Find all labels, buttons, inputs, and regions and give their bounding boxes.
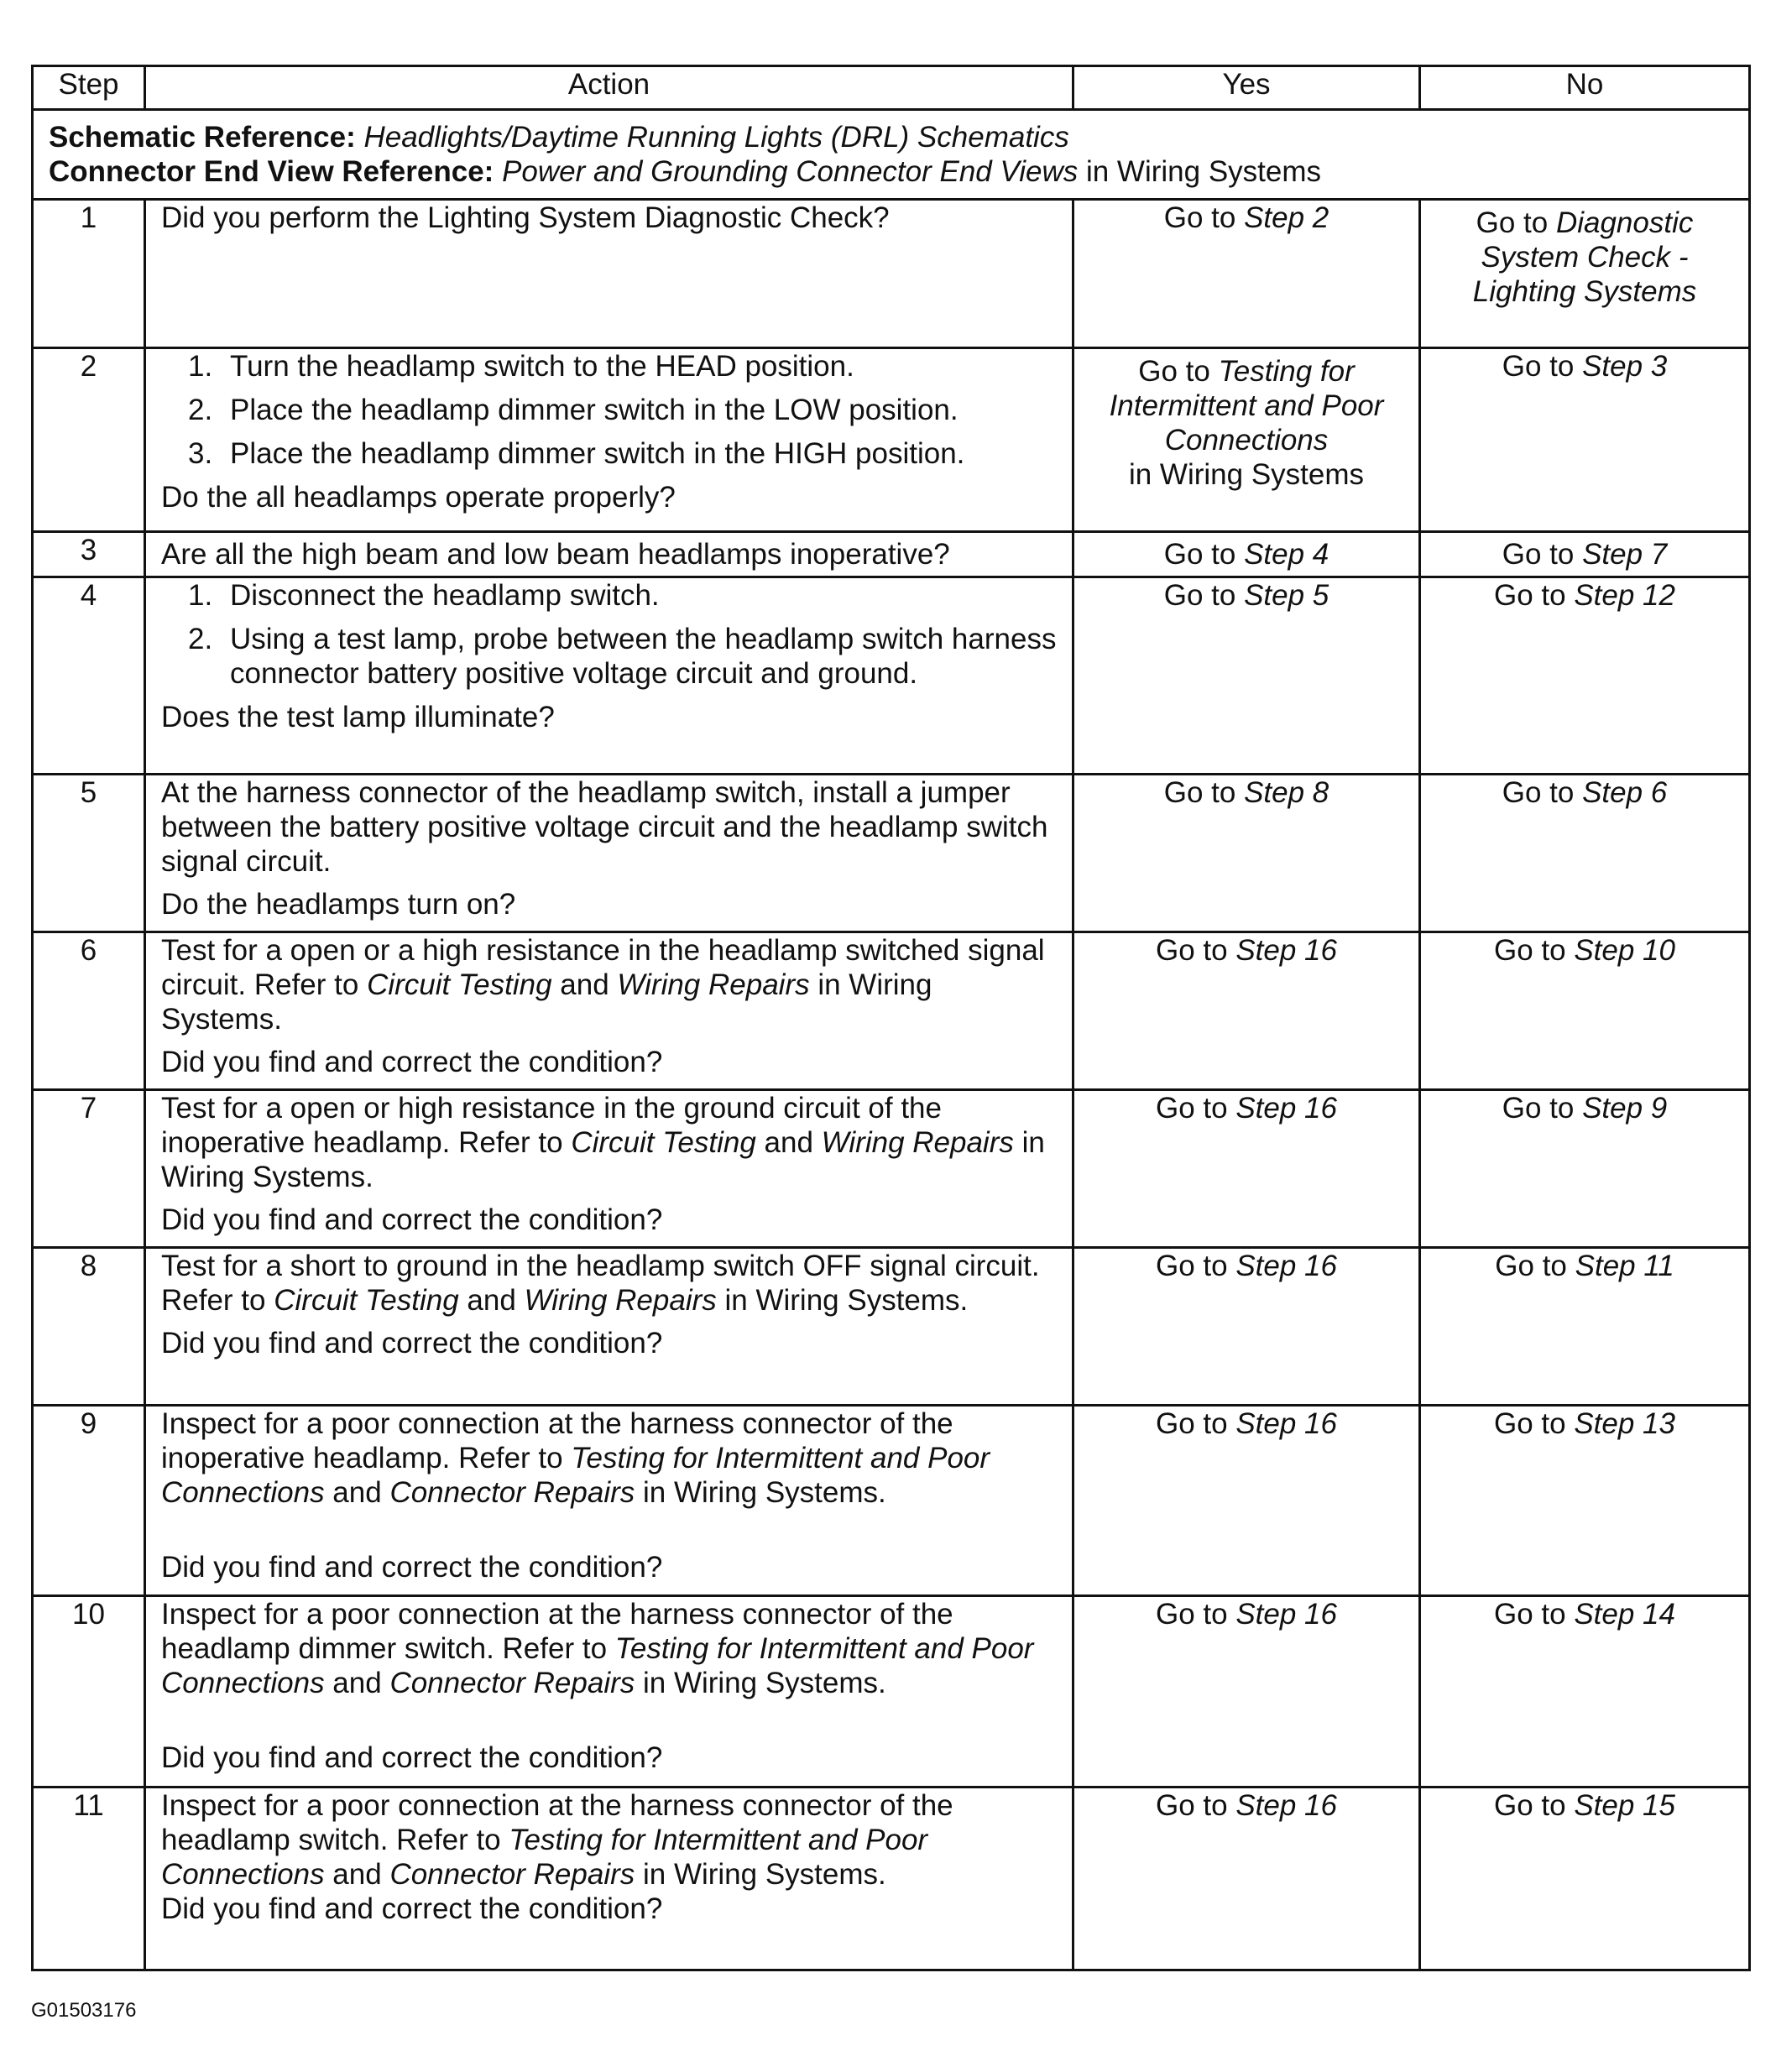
no-prefix: Go to [1494,1407,1575,1440]
substep: 1. Turn the headlamp switch to the HEAD position. [188,350,854,383]
header-step: Step [33,66,145,110]
action-cell [145,1596,1073,1788]
no-cell [1420,348,1750,532]
action-cell [145,200,1073,348]
yes-prefix: Go to [1156,1598,1236,1631]
connector-reference [49,154,1733,189]
reference-link: Circuit Testing [367,968,552,1001]
action-cell [145,1248,1073,1406]
action-text: in Wiring Systems. [635,1476,886,1509]
connector-reference-label: Connector End View Reference: [49,155,494,188]
step-number: 7 [33,1090,145,1248]
action-substeps [161,349,1057,471]
table-row [33,200,1750,348]
step-number: 5 [33,775,145,932]
action-cell [145,532,1073,577]
yes-cell [1073,532,1420,577]
action-cell [145,932,1073,1090]
no-cell [1420,1090,1750,1248]
action-body [161,933,1057,1036]
action-question: Did you find and correct the condition? [161,1892,663,1925]
schematic-reference [49,120,1733,154]
substep: 1. Disconnect the headlamp switch. [188,579,660,612]
reference-link: Testing for Intermittent and Poor Connections [161,1824,928,1891]
step-number: 1 [33,200,145,348]
reference-link: Connector Repairs [389,1476,635,1509]
reference-link: Testing for Intermittent and Poor Connections [161,1442,990,1509]
action-text: Test for a open or a high resistance in the headlamp switched signal circuit. Refer to [161,934,1045,1001]
table-row [33,1788,1750,1970]
yes-step-link: Step 2 [1244,201,1329,234]
schematic-reference-value: Headlights/Daytime Running Lights (DRL) Schematics [363,121,1069,154]
yes-step-link: Step 8 [1244,776,1329,809]
action-cell [145,775,1073,932]
yes-prefix: Go to [1163,776,1245,809]
no-cell [1420,532,1750,577]
diagnostic-table [31,65,1751,1971]
action-cell [145,577,1073,775]
action-text: in Wiring Systems. [161,1126,1045,1193]
step-number: 6 [33,932,145,1090]
header-row [33,66,1750,110]
yes-prefix: Go to [1156,1789,1236,1822]
no-prefix: Go to [1502,1092,1583,1125]
no-cell [1420,577,1750,775]
step-number: 8 [33,1248,145,1406]
yes-step-link: Step 16 [1235,1407,1337,1440]
yes-step-link: Step 16 [1235,934,1337,967]
no-step-link: Diagnostic System Check - Lighting Systems [1472,206,1697,308]
no-prefix: Go to [1502,776,1583,809]
table-row [33,1596,1750,1788]
action-text: Inspect for a poor connection at the harness connector of the inoperative headlamp. Refer to [161,1407,953,1474]
action-question: Did you find and correct the condition? [161,1046,663,1078]
action-question: Did you perform the Lighting System Diagnostic Check? [161,201,890,234]
yes-step-link: Step 16 [1235,1092,1337,1125]
action-question: Does the test lamp illuminate? [161,701,555,733]
no-cell [1420,775,1750,932]
reference-link: Wiring Repairs [821,1126,1014,1159]
table-row [33,1248,1750,1406]
reference-link: Connector Repairs [389,1858,635,1891]
no-cell [1420,932,1750,1090]
substep-text: Place the headlamp dimmer switch in the HIGH position. [230,437,965,470]
substep-text: Place the headlamp dimmer switch in the LOW position. [230,394,959,426]
yes-cell [1073,1406,1420,1596]
yes-step-link: Testing for Intermittent and Poor Connections [1109,355,1384,457]
no-prefix: Go to [1494,579,1575,612]
step-number: 4 [33,577,145,775]
header-no: No [1420,66,1750,110]
reference-link: Circuit Testing [274,1284,459,1317]
no-step-link: Step 9 [1582,1092,1668,1125]
action-body [161,1091,1057,1194]
no-step-link: Step 14 [1574,1598,1675,1631]
no-prefix: Go to [1502,350,1583,383]
action-body [161,1407,1057,1510]
action-text: in Wiring Systems. [161,968,932,1036]
substep-text: Disconnect the headlamp switch. [230,579,660,612]
action-text: and [551,968,618,1001]
no-step-link: Step 3 [1582,350,1668,383]
yes-prefix: Go to [1138,355,1219,388]
action-text: Inspect for a poor connection at the harness connector of the headlamp dimmer switch. Refer to [161,1598,953,1665]
yes-step-link: Step 16 [1235,1598,1337,1631]
action-question: Did you find and correct the condition? [161,1741,663,1774]
connector-reference-value: Power and Grounding Connector End Views [502,155,1079,188]
substep: 2. Using a test lamp, probe between the headlamp switch harness connector battery positive voltage circuit and ground. [188,623,1057,690]
yes-prefix: Go to [1156,1407,1236,1440]
yes-cell [1073,1788,1420,1970]
action-text: Inspect for a poor connection at the harness connector of the headlamp switch. Refer to [161,1789,953,1856]
connector-reference-suffix: in Wiring Systems [1078,155,1322,188]
yes-cell [1073,577,1420,775]
action-text: and [324,1476,390,1509]
yes-cell [1073,348,1420,532]
no-prefix: Go to [1494,934,1575,967]
action-text: Test for a open or high resistance in the ground circuit of the inoperative headlamp. Refer to [161,1092,942,1159]
action-cell [145,1406,1073,1596]
action-question: Do the all headlamps operate properly? [161,481,676,514]
schematic-reference-label: Schematic Reference: [49,121,356,154]
no-prefix: Go to [1476,206,1556,239]
step-number: 9 [33,1406,145,1596]
yes-cell [1073,775,1420,932]
table-row [33,1406,1750,1596]
action-cell [145,1090,1073,1248]
no-prefix: Go to [1495,1250,1575,1282]
action-question: Did you find and correct the condition? [161,1203,663,1236]
substep: 3. Place the headlamp dimmer switch in the HIGH position. [188,437,965,470]
table-row [33,775,1750,932]
yes-prefix: Go to [1156,1250,1236,1282]
table-row [33,577,1750,775]
no-prefix: Go to [1494,1598,1575,1631]
action-body: At the harness connector of the headlamp switch, install a jumper between the battery positive voltage circuit and the headlamp switch signal circuit. [161,776,1048,878]
yes-prefix: Go to [1156,1092,1236,1125]
reference-link: Testing for Intermittent and Poor Connections [161,1632,1034,1699]
yes-prefix: Go to [1156,934,1236,967]
action-text: and [324,1667,390,1699]
step-number: 2 [33,348,145,532]
no-cell [1420,1596,1750,1788]
no-prefix: Go to [1502,538,1583,571]
yes-prefix: Go to [1163,538,1245,571]
action-cell [145,348,1073,532]
yes-step-link: Step 5 [1244,579,1329,612]
no-step-link: Step 7 [1582,538,1668,571]
reference-link: Connector Repairs [389,1667,635,1699]
yes-cell [1073,1090,1420,1248]
action-question: Do the headlamps turn on? [161,888,516,921]
yes-prefix: Go to [1163,579,1245,612]
substep-text: Using a test lamp, probe between the headlamp switch harness connector battery positive voltage circuit and ground. [230,623,1057,690]
no-cell [1420,1406,1750,1596]
reference-link: Wiring Repairs [524,1284,717,1317]
action-question: Did you find and correct the condition? [161,1551,663,1584]
yes-suffix: in Wiring Systems [1128,458,1365,491]
action-text: in Wiring Systems. [716,1284,969,1317]
yes-cell [1073,932,1420,1090]
substep: 2. Place the headlamp dimmer switch in the LOW position. [188,394,959,426]
step-number: 3 [33,532,145,577]
yes-step-link: Step 16 [1235,1250,1337,1282]
action-cell [145,1788,1073,1970]
no-step-link: Step 11 [1575,1250,1674,1282]
no-cell [1420,1248,1750,1406]
no-step-link: Step 6 [1582,776,1668,809]
action-text: and [458,1284,525,1317]
yes-cell [1073,200,1420,348]
action-text: Test for a short to ground in the headlamp switch OFF signal circuit. Refer to [161,1250,1040,1317]
yes-step-link: Step 16 [1235,1789,1337,1822]
no-step-link: Step 12 [1574,579,1675,612]
no-step-link: Step 10 [1574,934,1675,967]
action-body [161,1788,1057,1892]
action-text: in Wiring Systems. [635,1667,886,1699]
action-body [161,1597,1057,1700]
table-row [33,932,1750,1090]
action-text: and [755,1126,822,1159]
no-cell [1420,1788,1750,1970]
table-row [33,532,1750,577]
yes-prefix: Go to [1163,201,1245,234]
action-substeps [161,578,1057,691]
table-row [33,1090,1750,1248]
step-number: 10 [33,1596,145,1788]
action-question: Are all the high beam and low beam headlamps inoperative? [161,538,950,571]
action-text: in Wiring Systems. [635,1858,886,1891]
action-text: and [324,1858,390,1891]
figure-id: G01503176 [31,1999,137,2022]
header-yes: Yes [1073,66,1420,110]
yes-cell [1073,1596,1420,1788]
yes-step-link: Step 4 [1244,538,1329,571]
action-question: Did you find and correct the condition? [161,1327,663,1360]
reference-link: Circuit Testing [571,1126,756,1159]
no-cell [1420,200,1750,348]
header-action: Action [145,66,1073,110]
table-row [33,348,1750,532]
reference-link: Wiring Repairs [617,968,810,1001]
step-number: 11 [33,1788,145,1970]
reference-cell [33,110,1750,200]
no-step-link: Step 15 [1574,1789,1675,1822]
yes-cell [1073,1248,1420,1406]
no-prefix: Go to [1494,1789,1575,1822]
substep-text: Turn the headlamp switch to the HEAD position. [230,350,854,383]
action-body [161,1249,1057,1318]
no-step-link: Step 13 [1574,1407,1675,1440]
reference-row [33,110,1750,200]
